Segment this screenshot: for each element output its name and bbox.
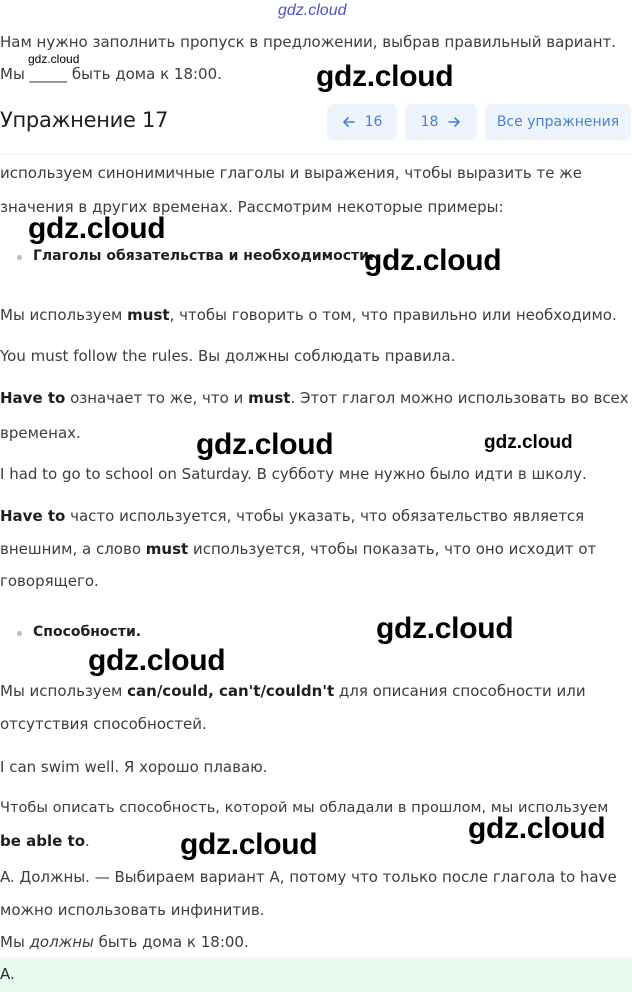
watermark: gdz.cloud [28,212,166,245]
arrow-left-icon [342,115,356,129]
watermark: gdz.cloud [88,644,226,677]
prev-exercise-button[interactable] [327,104,397,140]
watermark: gdz.cloud [196,428,334,461]
watermark: gdz.cloud [316,60,454,93]
all-exercises-label: Все упражнения [496,114,620,130]
bullet-dot [17,255,22,260]
must-paragraph: Мы используем must, чтобы говорить о том, что правильно или необходимо. [0,306,617,324]
watermark-top: gdz.cloud [278,2,347,19]
next-exercise-label: 18 [420,114,439,130]
prev-exercise-label: 16 [364,114,383,130]
answer-explanation-line-2: можно использовать инфинитив. [0,901,265,919]
exercise-title: Упражнение 17 [0,108,169,132]
able-paragraph-line-1: Чтобы описать способность, которой мы обладали в прошлом, мы используем [0,799,609,816]
final-sentence: Мы должны быть дома к 18:00. [0,933,249,951]
all-exercises-button[interactable] [485,104,631,140]
can-paragraph-line-2: отсутствия способностей. [0,715,207,733]
watermark: gdz.cloud [180,828,318,861]
answer-text: A. [0,965,15,983]
watermark: gdz.cloud [364,244,502,277]
example-must: You must follow the rules. Вы должны соблюдать правила. [0,347,456,365]
task-line-1: Нам нужно заполнить пропуск в предложении, выбрав правильный вариант. [0,33,617,51]
example-had-to: I had to go to school on Saturday. В субботу мне нужно было идти в школу. [0,465,587,483]
have-to-2-line-3: говорящего. [0,572,99,590]
watermark: gdz.cloud [376,612,514,645]
have-to-paragraph-line-2: временах. [0,424,81,442]
can-paragraph-line-1: Мы используем can/could, can't/couldn't для описания способности или [0,682,586,700]
watermark-small: gdz.cloud [28,52,80,66]
have-to-paragraph-line-1: Have to означает то же, что и must. Этот глагол можно использовать во всех [0,389,629,407]
bullet-dot [17,631,22,636]
watermark: gdz.cloud [468,812,606,845]
have-to-2-line-1: Have to часто используется, чтобы указать, что обязательство является [0,507,585,525]
intro-line-2: значения в других временах. Рассмотрим некоторые примеры: [0,198,504,216]
have-to-2-line-2: внешним, а слово must используется, чтобы показать, что оно исходит от [0,540,597,558]
example-can: I can swim well. Я хорошо плаваю. [0,758,268,776]
intro-line-1: используем синонимичные глаголы и выражения, чтобы выразить те же [0,164,582,182]
answer-box [0,957,632,992]
divider [0,154,632,155]
bullet-heading-obligation: Глаголы обязательства и необходимости. [33,248,375,264]
task-line-2: Мы _____ быть дома к 18:00. [0,65,222,83]
able-paragraph-line-2: be able to. [0,832,90,850]
arrow-right-icon [447,115,461,129]
bullet-heading-ability: Способности. [33,624,142,640]
next-exercise-button[interactable] [405,104,477,140]
answer-explanation-line-1: A. Должны. — Выбираем вариант A, потому что только после глагола to have [0,868,617,886]
watermark: gdz.cloud [484,432,573,453]
